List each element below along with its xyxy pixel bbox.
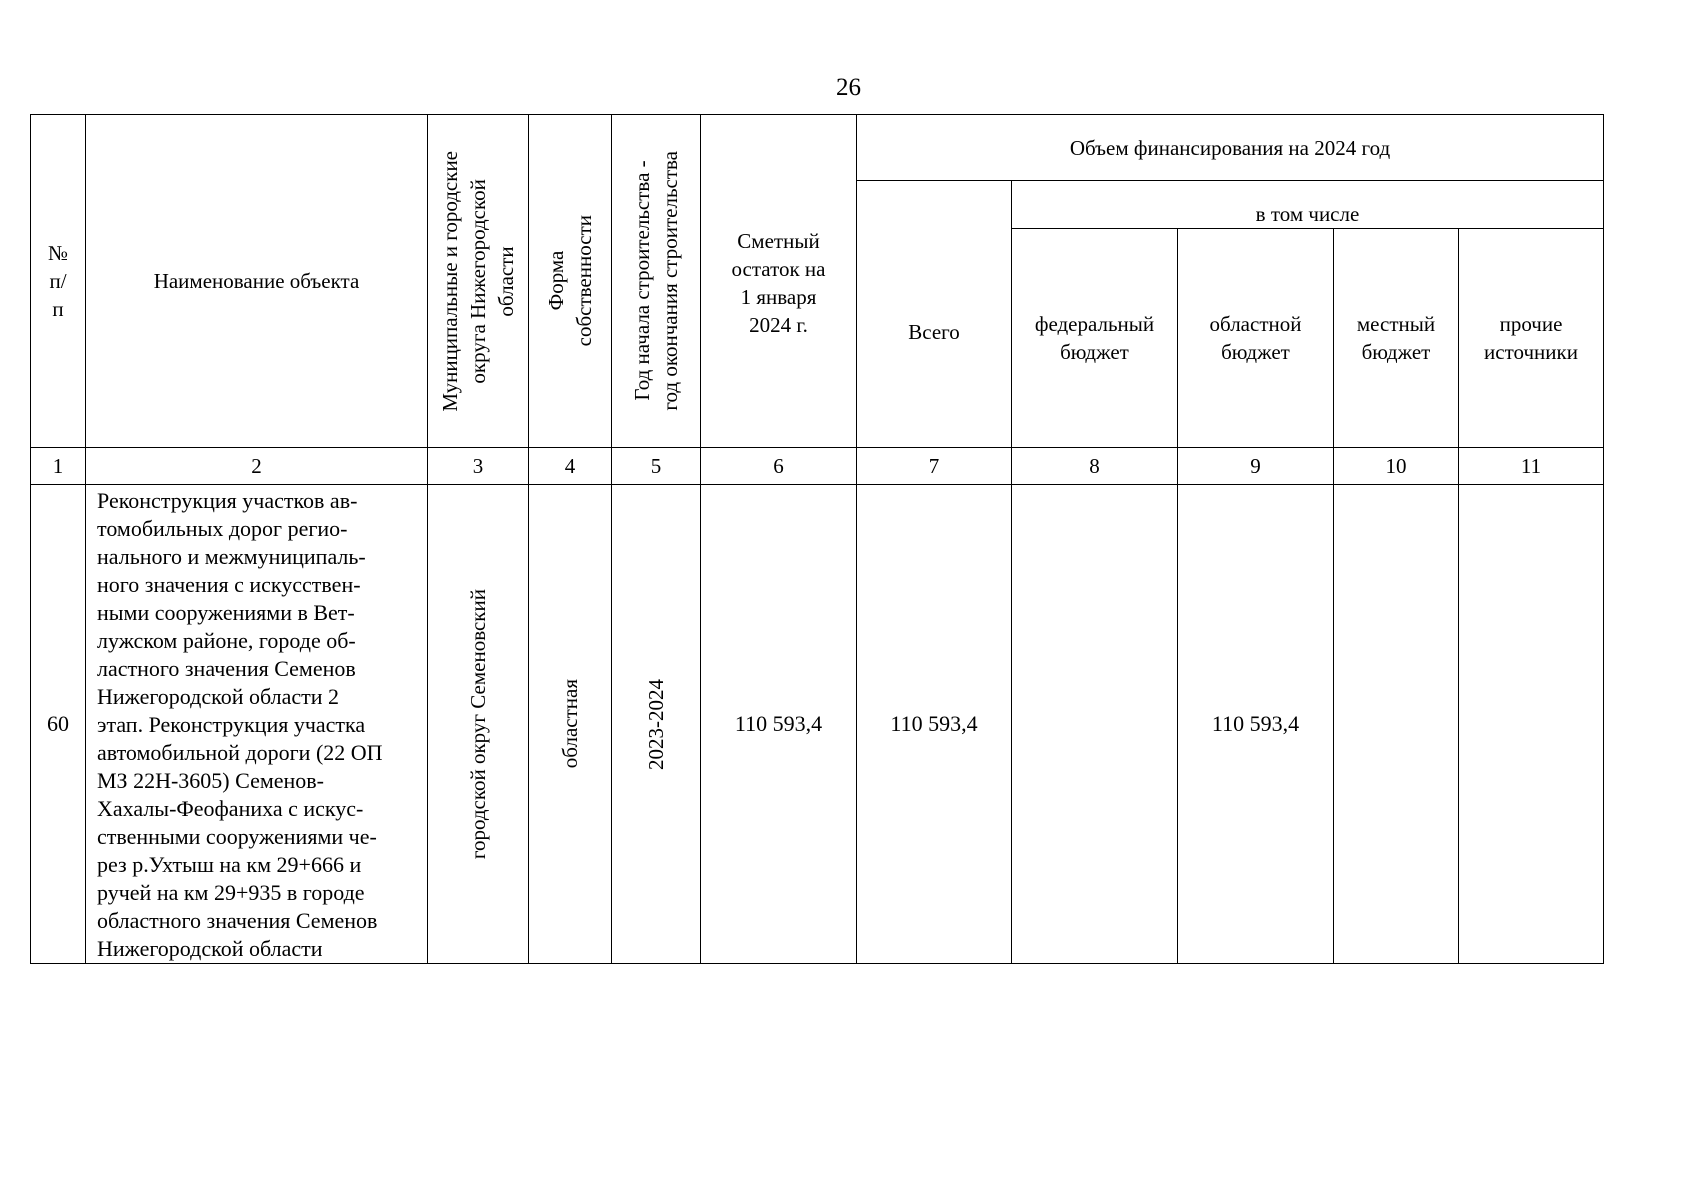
column-number: 8 [1012,448,1178,485]
row-ownership-cell [529,485,612,964]
column-number: 3 [428,448,529,485]
header-ownership: Форма собственности [544,215,596,347]
column-number: 9 [1178,448,1334,485]
row-regional: 110 593,4 [1178,485,1334,964]
row-municipal: городской округ Семеновский [466,588,490,860]
column-number: 10 [1334,448,1459,485]
row-total: 110 593,4 [857,485,1012,964]
header-ownership-cell [529,115,612,448]
column-number: 11 [1459,448,1604,485]
row-estimate: 110 593,4 [701,485,857,964]
column-number: 1 [31,448,86,485]
row-num: 60 [31,485,86,964]
row-object-name: Реконструкция участков ав- томобильных дорог регио- нального и межмуниципаль- ного значения с искусствен- ными сооружениями в Вет- лужском районе, городе об- ластного значения Семенов Нижегородской области 2 этап. Реконструкция участка автомобильной дороги (22 ОП МЗ 22Н-3605) Семенов- Хахалы-Феофаниха с искус- ственными сооружениями че- рез р.Ухтыш на км 29+666 и ручей на км 29+935 в городе областного значения Семенов Нижегородской области [86,485,428,964]
financing-table [30,114,1604,964]
column-number: 4 [529,448,612,485]
column-number-row [31,448,1604,485]
row-local [1334,485,1459,964]
header-years-cell [612,115,701,448]
header-regional: областной бюджет [1178,229,1334,448]
row-ownership: областная [558,679,582,769]
header-name: Наименование объекта [86,115,428,448]
row-other [1459,485,1604,964]
column-number: 2 [86,448,428,485]
row-federal [1012,485,1178,964]
header-other: прочие источники [1459,229,1604,448]
row-municipal-cell [428,485,529,964]
row-years-cell [612,485,701,964]
page-number: 26 [836,74,861,101]
column-number: 6 [701,448,857,485]
header-row-1 [31,115,1604,181]
header-num: № п/ п [31,115,86,448]
header-municipal-cell [428,115,529,448]
row-years: 2023-2024 [644,678,668,770]
header-total: Всего [857,181,1012,448]
column-number: 7 [857,448,1012,485]
header-local: местный бюджет [1334,229,1459,448]
table-row [31,485,1604,964]
header-municipal: Муниципальные и городские округа Нижегородской области [438,150,518,412]
header-years: Год начала строительства - год окончания строительства [630,151,682,411]
header-including: в том числе [1012,181,1604,229]
column-number: 5 [612,448,701,485]
header-federal: федеральный бюджет [1012,229,1178,448]
header-funding: Объем финансирования на 2024 год [857,115,1604,181]
header-estimate: Сметный остаток на 1 января 2024 г. [701,115,857,448]
